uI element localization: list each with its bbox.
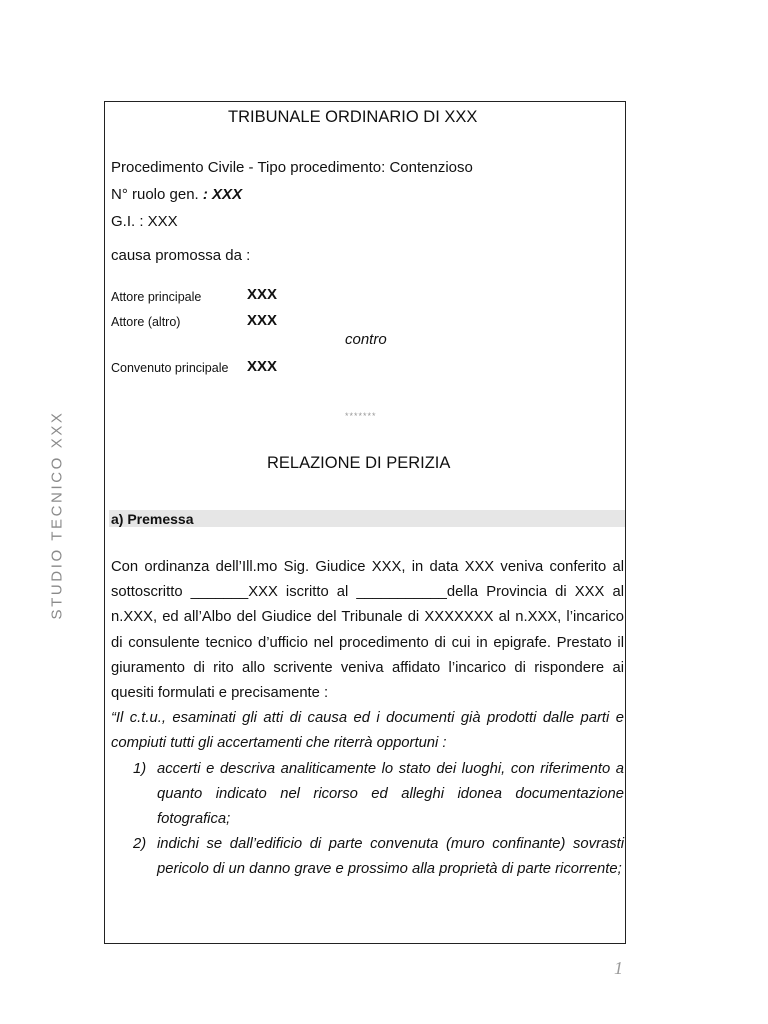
- promossa-line: causa promossa da :: [111, 247, 251, 264]
- list-item-number: 1): [133, 760, 147, 777]
- list-item-number: 2): [133, 836, 147, 853]
- report-title: RELAZIONE DI PERIZIA: [267, 454, 451, 472]
- court-title: TRIBUNALE ORDINARIO DI XXX: [228, 108, 478, 126]
- convenuto-label: Convenuto principale: [111, 361, 229, 375]
- attore-principale-label: Attore principale: [111, 290, 202, 304]
- procedure-line: Procedimento Civile - Tipo procedimento: Contenzioso: [111, 159, 473, 176]
- attore-principale-value: XXX: [247, 286, 278, 303]
- separator-stars: *******: [345, 411, 377, 421]
- section-heading: a) Premessa: [111, 511, 194, 527]
- side-label-studio: STUDIO TECNICO XXX: [48, 410, 66, 620]
- page-number: 1: [614, 958, 623, 978]
- list-item-text: indichi se dall’edificio di parte convenuta (muro confinante) sovrasti pericolo di un danno grave e prossimo alla proprietà di parte ricorrente;: [157, 836, 624, 878]
- ruolo-value: : XXX: [202, 186, 243, 203]
- section-body: [111, 555, 624, 883]
- attore-altro-value: XXX: [247, 312, 278, 329]
- ruolo-line: [111, 186, 242, 203]
- intro-paragraph: Con ordinanza dell’Ill.mo Sig. Giudice XXX, in data XXX veniva conferito al sottoscritto _______XXX iscritto al ___________della Provincia di XXX al n.XXX, ed all’Albo del Giudice del Tribunale di XXXXXXX al n.XXX, l’incarico di consulente tecnico d’ufficio nel procedimento di cui in epigrafe. Prestato il giuramento di rito allo scrivente veniva affidato l’incarico di rispondere ai quesiti formulati e precisamente :: [111, 559, 624, 702]
- list-item-text: accerti e descriva analiticamente lo stato dei luoghi, con riferimento a quanto indicato nel ricorso ed alleghi idonea documentazione fotografica;: [157, 760, 624, 828]
- list-item: [111, 832, 624, 882]
- gi-line: G.I. : XXX: [111, 213, 178, 230]
- attore-altro-label: Attore (altro): [111, 315, 181, 329]
- contro-text: contro: [345, 331, 387, 348]
- quote-paragraph: “Il c.t.u., esaminati gli atti di causa ed i documenti già prodotti dalle parti e compiuti tutti gli accertamenti che riterrà opportuni :: [111, 710, 624, 752]
- questions-list: [111, 757, 624, 883]
- ruolo-label: N° ruolo gen.: [111, 186, 199, 203]
- document-frame: [104, 101, 626, 944]
- convenuto-value: XXX: [247, 358, 278, 375]
- list-item: [111, 757, 624, 833]
